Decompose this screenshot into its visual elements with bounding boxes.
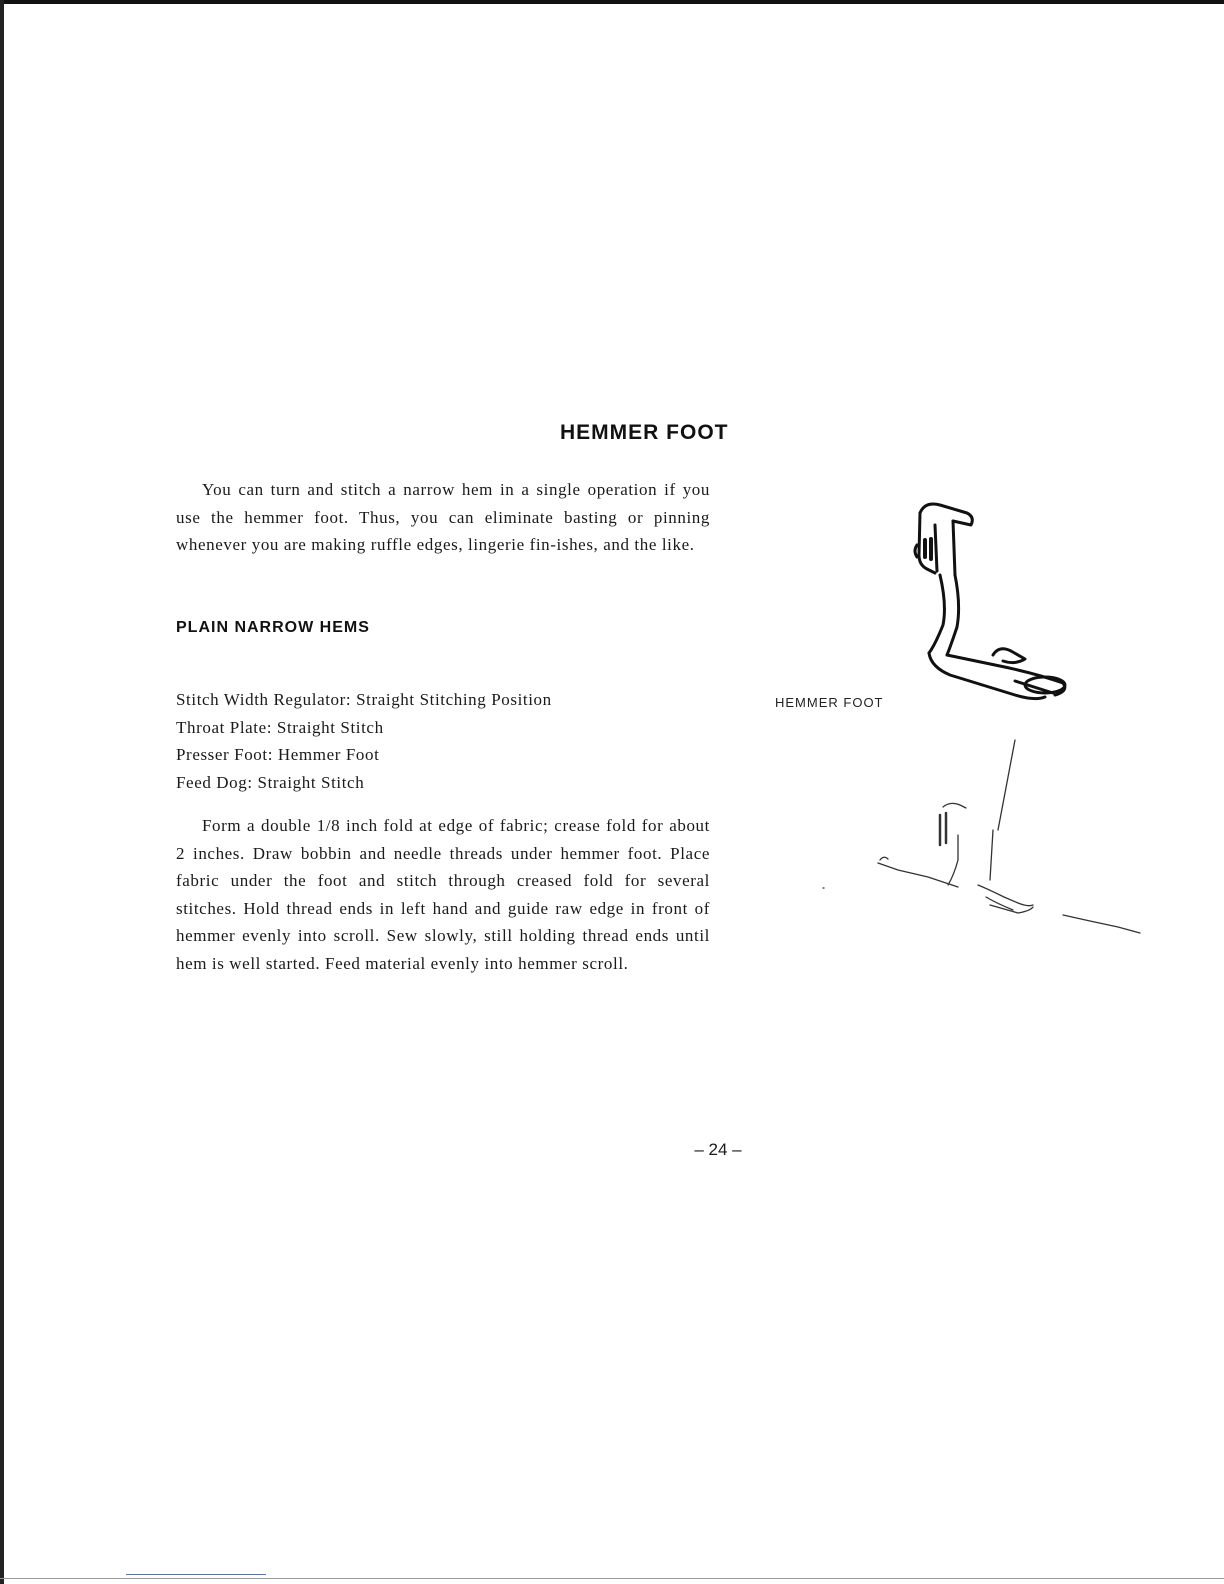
top-border (0, 0, 1224, 4)
footer-link-line (126, 1574, 266, 1575)
setting-throat-plate: Throat Plate: Straight Stitch (176, 717, 384, 737)
settings-list (176, 686, 552, 797)
section-title: PLAIN NARROW HEMS (176, 619, 370, 636)
hemming-diagram-illustration (818, 735, 1148, 940)
page-number: – 24 – (694, 1140, 742, 1159)
setting-stitch-width: Stitch Width Regulator: Straight Stitching Position (176, 690, 552, 709)
intro-paragraph: You can turn and stitch a narrow hem in a single operation if you use the hemmer foot. Thus, you can eliminate basting or pinning whenever you are making ruffle edges, lingerie fin-ishes, and the like. (176, 480, 710, 554)
figure-caption: HEMMER FOOT (775, 695, 884, 710)
bottom-border (0, 1578, 1224, 1579)
page-title: HEMMER FOOT (560, 421, 729, 444)
setting-presser-foot: Presser Foot: Hemmer Foot (176, 745, 380, 765)
instructions-paragraph: Form a double 1/8 inch fold at edge of fabric; crease fold for about 2 inches. Draw bobbin and needle threads under hemmer foot. Place fabric under the foot and stitch through creased fold for several stitches. Hold thread ends in left hand and guide raw edge in front of hemmer evenly into scroll. Sew slowly, still holding thread ends until hem is well started. Feed material evenly into hemmer scroll. (176, 816, 710, 973)
setting-feed-dog: Feed Dog: Straight Stitch (176, 773, 365, 793)
hemmer-foot-illustration (895, 495, 1075, 710)
left-border (0, 0, 4, 1584)
